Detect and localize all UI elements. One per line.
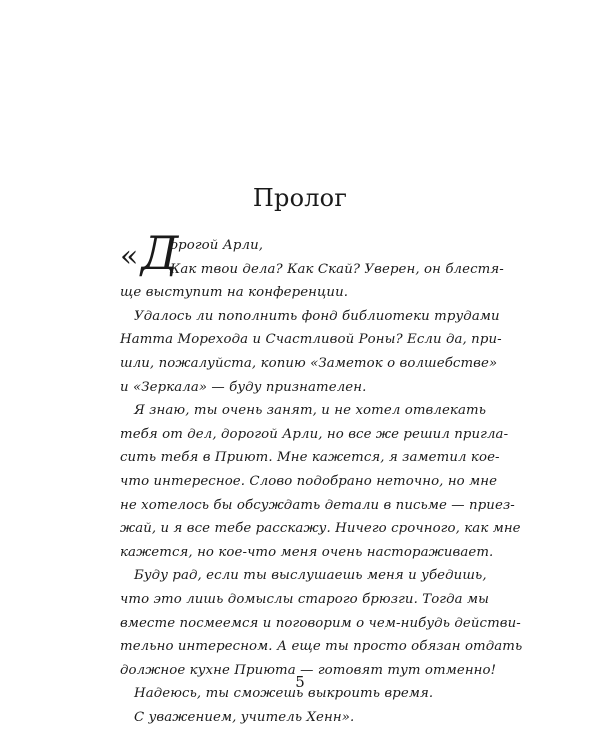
text-line: ще выступит на конференции. xyxy=(120,285,349,301)
text-line: вместе посмеемся и поговорим о чем-нибудь действи- xyxy=(120,615,521,631)
text-line: жай, и я все тебе расскажу. Ничего срочного, как мне xyxy=(120,521,521,537)
text-line: кажется, но кое-что меня очень настораживает. xyxy=(120,544,494,560)
text-line: тебя от дел, дорогой Арли, но все же решил пригла- xyxy=(120,426,509,442)
text-line: Натта Морехода и Счастливой Роны? Если да, при- xyxy=(120,332,502,348)
paragraph-start-line: Буду рад, если ты выслушаешь меня и убедишь, xyxy=(134,568,487,584)
paragraph-start-line: Удалось ли пополнить фонд библиотеки трудами xyxy=(134,308,500,324)
greeting-text: орогой Арли, xyxy=(170,238,264,253)
signature-line: С уважением, учитель Хенн». xyxy=(134,709,355,725)
text-line: тельно интересном. А еще ты просто обязан отдать xyxy=(120,639,523,655)
letter-body xyxy=(120,226,523,729)
text-line: должное кухне Приюта — готовят тут отменно! xyxy=(120,662,497,678)
drop-cap: Д xyxy=(141,226,179,280)
text-line: Как твои дела? Как Скай? Уверен, он блестя- xyxy=(170,261,504,277)
page-number: 5 xyxy=(295,673,305,691)
text-line: что интересное. Слово подобрано неточно, но мне xyxy=(120,473,498,489)
text-line: что это лишь домыслы старого брюзги. Тогда мы xyxy=(120,591,490,607)
text-line: не хотелось бы обсуждать детали в письме — приез- xyxy=(120,497,515,513)
chapter-title: Пролог xyxy=(252,184,348,212)
paragraph-start-line: Надеюсь, ты сможешь выкроить время. xyxy=(134,686,434,702)
text-line: сить тебя в Приют. Мне кажется, я заметил кое- xyxy=(120,450,500,466)
letter-salutation xyxy=(120,226,504,281)
paragraph-start-line: Я знаю, ты очень занят, и не хотел отвлекать xyxy=(134,403,487,419)
text-line: шли, пожалуйста, копию «Заметок о волшебстве» xyxy=(120,355,498,371)
opening-quote-mark: « xyxy=(120,239,139,274)
text-line: и «Зеркала» — буду признателен. xyxy=(120,379,367,395)
